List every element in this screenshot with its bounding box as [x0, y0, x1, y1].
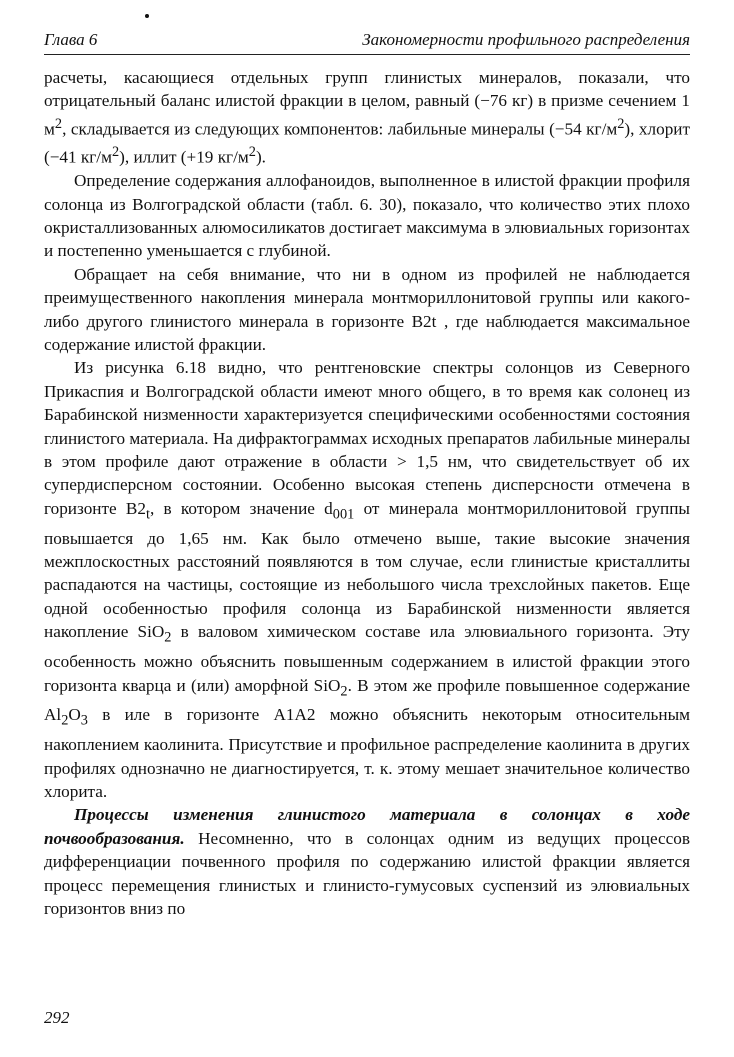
body-text — [44, 66, 690, 920]
paragraph-4: Из рисунка 6.18 видно, что рентгеновские спектры солонцов из Северного Прикаспия и Волгоградской области имеют много общего, в то время как солонец из Барабинской низменности характеризуется специфическими особенностями состояния глинистого материала. На дифрактограммах исходных препаратов лабильные минералы в этом профиле дают отражение в области > 1,5 нм, что свидетельствует об их супердисперсном состоянии. Особенно высокая степень дисперсности отмечена в горизонте $B2_t$, в котором значение $d_{001}$ от минерала монтмориллонитовой группы повышается до 1,65 нм. Как было отмечено выше, такие высокие значения межплоскостных расстояний появляются в том случае, если глинистые кристаллиты распадаются на частицы, состоящие из небольшого числа трехслойных пакетов. Еще одной особенностью профиля солонца из Барабинской низменности является накопление SiO$_2$ в валовом химическом составе ила элювиального горизонта. Эту особенность можно объяснить повышенным содержанием в илистой фракции этого горизонта кварца и (или) аморфной SiO$_2$. В этом же профиле повышенное содержание $Al_2O_3$ в иле в горизонте A1A2 можно объяснить некоторым относительным накоплением каолинита. Присутствие и профильное распределение каолинита в других профилях однозначно не диагностируется, т. к. этому мешает значительное количество хлорита. — [44, 358, 690, 801]
paragraph-5: Процессы изменения глинистого материала в солонцах в ходе почвообразования. Несомненно, что в солонцах одним из ведущих процессов дифференциации почвенного профиля по содержанию илистой фракции является процесс перемещения глинистых и глинисто-гумусовых суспензий из элювиальных горизонтов вниз по — [44, 805, 690, 919]
running-title: Закономерности профильного распределения — [362, 30, 690, 49]
section-lead: Процессы изменения глинистого материала в солонцах в ходе почвообразования. — [44, 805, 690, 848]
paragraph-1: расчеты, касающиеся отдельных групп глинистых минералов, показали, что отрицательный баланс илистой фракции в целом, равный (−76 кг) в призме сечением 1 $м^2$, складывается из следующих компонентов: лабильные минералы (−54 $кг/м^2$), хлорит (−41 $кг/м^2$), иллит (+19 $кг/м^2$). — [44, 68, 690, 167]
speck-mark — [145, 14, 149, 18]
chapter-label: Глава 6 — [44, 30, 98, 49]
paragraph-3: Обращает на себя внимание, что ни в одном из профилей не наблюдается преимущественного накопления минерала монтмориллонитовой группы или какого-либо другого глинистого минерала в горизонте B2t , где наблюдается максимальное содержание илистой фракции. — [44, 264, 690, 354]
page-number: 292 — [44, 1008, 70, 1027]
running-header — [44, 30, 690, 55]
paragraph-2: Определение содержания аллофаноидов, выполненное в илистой фракции профиля солонца из Волгоградской области (табл. 6. 30), показало, что количество этих плохо окристаллизованных алюмосиликатов достигает максимума в элювиальных горизонтах и постепенно уменьшается с глубиной. — [44, 171, 690, 261]
